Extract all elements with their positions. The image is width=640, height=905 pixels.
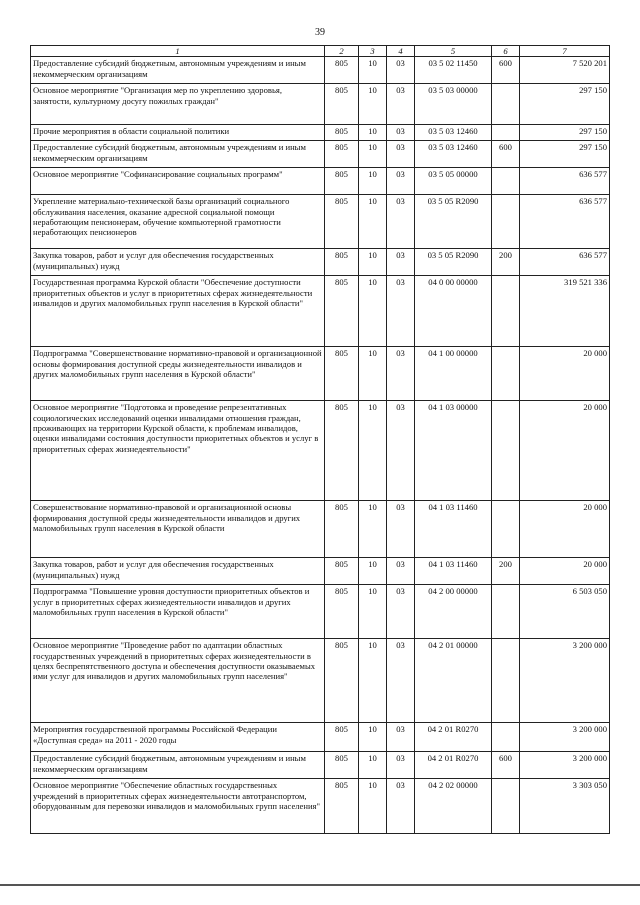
column-header: 3 [359, 46, 387, 57]
row-section-cell: 10 [359, 125, 387, 141]
row-target-code-cell: 04 1 03 11460 [415, 501, 492, 558]
row-subsection-cell: 03 [387, 84, 415, 125]
row-code-cell: 805 [325, 752, 359, 779]
table-row [31, 347, 610, 401]
table-row [31, 723, 610, 752]
row-section-cell: 10 [359, 141, 387, 168]
row-target-code-cell: 03 5 02 11450 [415, 57, 492, 84]
row-expense-type-cell [492, 84, 520, 125]
row-expense-type-cell: 200 [492, 249, 520, 276]
row-subsection-cell: 03 [387, 141, 415, 168]
table-row [31, 125, 610, 141]
row-name-cell: Основное мероприятие "Организация мер по укреплению здоровья, занятости, культурному досугу пожилых граждан" [31, 84, 325, 125]
row-section-cell: 10 [359, 276, 387, 347]
row-name-cell: Предоставление субсидий бюджетным, автономным учреждениям и иным некоммерческим организациям [31, 141, 325, 168]
row-code-cell: 805 [325, 84, 359, 125]
row-name-cell: Основное мероприятие "Подготовка и проведение репрезентативных социологических исследований оценки инвалидами отношения граждан, проживающих на территории Курской области, к проблемам инвалидов, оценки инвалидами состояния доступности приоритетных объектов и услуг в приоритетных сферах жизнедеятельности" [31, 401, 325, 501]
row-target-code-cell: 03 5 05 R2090 [415, 195, 492, 249]
row-expense-type-cell [492, 585, 520, 639]
budget-table [30, 45, 610, 834]
column-header: 1 [31, 46, 325, 57]
row-section-cell: 10 [359, 195, 387, 249]
row-code-cell: 805 [325, 639, 359, 723]
row-code-cell: 805 [325, 347, 359, 401]
row-name-cell: Укрепление материально-технической базы организаций социального обслуживания населения, оказание адресной социальной помощи неработающим пенсионерам, обучение компьютерной грамотности неработающих пенсионеров [31, 195, 325, 249]
row-subsection-cell: 03 [387, 168, 415, 195]
table-row [31, 168, 610, 195]
row-name-cell: Государственная программа Курской области "Обеспечение доступности приоритетных объектов и услуг в приоритетных сферах жизнедеятельности инвалидов и других маломобильных групп населения в Курской области" [31, 276, 325, 347]
row-name-cell: Закупка товаров, работ и услуг для обеспечения государственных (муниципальных) нужд [31, 558, 325, 585]
row-subsection-cell: 03 [387, 249, 415, 276]
row-amount-cell: 636 577 [520, 249, 610, 276]
row-target-code-cell: 04 1 03 11460 [415, 558, 492, 585]
row-subsection-cell: 03 [387, 585, 415, 639]
row-section-cell: 10 [359, 84, 387, 125]
row-section-cell: 10 [359, 558, 387, 585]
row-subsection-cell: 03 [387, 276, 415, 347]
row-expense-type-cell [492, 639, 520, 723]
row-amount-cell: 636 577 [520, 168, 610, 195]
row-amount-cell: 636 577 [520, 195, 610, 249]
row-subsection-cell: 03 [387, 639, 415, 723]
row-target-code-cell: 04 1 03 00000 [415, 401, 492, 501]
row-amount-cell: 20 000 [520, 501, 610, 558]
row-code-cell: 805 [325, 558, 359, 585]
row-name-cell: Подпрограмма "Совершенствование нормативно-правовой и организационной основы формирования доступной среды жизнедеятельности инвалидов и других маломобильных групп населения в Курской области" [31, 347, 325, 401]
column-header: 2 [325, 46, 359, 57]
row-section-cell: 10 [359, 585, 387, 639]
row-target-code-cell: 04 2 00 00000 [415, 585, 492, 639]
row-code-cell: 805 [325, 195, 359, 249]
row-expense-type-cell [492, 723, 520, 752]
row-name-cell: Подпрограмма "Повышение уровня доступности приоритетных объектов и услуг в приоритетных сферах жизнедеятельности инвалидов и других маломобильных групп населения в Курской области" [31, 585, 325, 639]
row-expense-type-cell: 600 [492, 57, 520, 84]
table-row [31, 752, 610, 779]
row-target-code-cell: 04 2 01 R0270 [415, 723, 492, 752]
row-expense-type-cell [492, 195, 520, 249]
table-row [31, 639, 610, 723]
row-target-code-cell: 04 2 01 R0270 [415, 752, 492, 779]
row-expense-type-cell [492, 401, 520, 501]
row-amount-cell: 6 503 050 [520, 585, 610, 639]
row-target-code-cell: 04 2 01 00000 [415, 639, 492, 723]
column-header: 6 [492, 46, 520, 57]
row-section-cell: 10 [359, 168, 387, 195]
table-header-row [31, 46, 610, 57]
row-amount-cell: 20 000 [520, 558, 610, 585]
row-code-cell: 805 [325, 723, 359, 752]
table-row [31, 195, 610, 249]
row-target-code-cell: 03 5 03 12460 [415, 125, 492, 141]
row-target-code-cell: 04 0 00 00000 [415, 276, 492, 347]
row-subsection-cell: 03 [387, 723, 415, 752]
row-code-cell: 805 [325, 501, 359, 558]
row-section-cell: 10 [359, 249, 387, 276]
row-expense-type-cell: 600 [492, 752, 520, 779]
column-header: 7 [520, 46, 610, 57]
table-row [31, 401, 610, 501]
row-subsection-cell: 03 [387, 57, 415, 84]
page-bottom-rule [0, 884, 640, 886]
row-expense-type-cell [492, 125, 520, 141]
row-section-cell: 10 [359, 779, 387, 834]
row-amount-cell: 20 000 [520, 401, 610, 501]
table-row [31, 84, 610, 125]
row-amount-cell: 297 150 [520, 125, 610, 141]
row-section-cell: 10 [359, 639, 387, 723]
row-expense-type-cell [492, 501, 520, 558]
row-code-cell: 805 [325, 779, 359, 834]
row-name-cell: Предоставление субсидий бюджетным, автономным учреждениям и иным некоммерческим организациям [31, 57, 325, 84]
page-number: 39 [315, 27, 325, 38]
row-subsection-cell: 03 [387, 125, 415, 141]
row-amount-cell: 20 000 [520, 347, 610, 401]
row-target-code-cell: 03 5 03 00000 [415, 84, 492, 125]
table-row [31, 141, 610, 168]
table-row [31, 558, 610, 585]
row-code-cell: 805 [325, 276, 359, 347]
row-code-cell: 805 [325, 401, 359, 501]
row-section-cell: 10 [359, 501, 387, 558]
row-expense-type-cell: 200 [492, 558, 520, 585]
row-subsection-cell: 03 [387, 401, 415, 501]
row-name-cell: Мероприятия государственной программы Российской Федерации «Доступная среда» на 2011 - 2020 годы [31, 723, 325, 752]
row-amount-cell: 297 150 [520, 84, 610, 125]
table-row [31, 57, 610, 84]
table-row [31, 501, 610, 558]
row-name-cell: Предоставление субсидий бюджетным, автономным учреждениям и иным некоммерческим организациям [31, 752, 325, 779]
row-target-code-cell: 03 5 05 R2090 [415, 249, 492, 276]
row-section-cell: 10 [359, 347, 387, 401]
row-amount-cell: 319 521 336 [520, 276, 610, 347]
row-code-cell: 805 [325, 125, 359, 141]
row-target-code-cell: 03 5 03 12460 [415, 141, 492, 168]
row-name-cell: Основное мероприятие "Проведение работ по адаптации областных государственных учреждений в приоритетных сферах жизнедеятельности в целях беспрепятственного доступа и обеспечения доступности оказываемых ими услуг для инвалидов и других маломобильных групп населения" [31, 639, 325, 723]
row-name-cell: Основное мероприятие "Софинансирование социальных программ" [31, 168, 325, 195]
row-section-cell: 10 [359, 723, 387, 752]
table-row [31, 585, 610, 639]
row-amount-cell: 3 200 000 [520, 752, 610, 779]
row-code-cell: 805 [325, 57, 359, 84]
table-row [31, 779, 610, 834]
table-row [31, 249, 610, 276]
row-amount-cell: 3 200 000 [520, 639, 610, 723]
row-section-cell: 10 [359, 401, 387, 501]
column-header: 5 [415, 46, 492, 57]
row-amount-cell: 7 520 201 [520, 57, 610, 84]
row-code-cell: 805 [325, 141, 359, 168]
row-subsection-cell: 03 [387, 558, 415, 585]
table-row [31, 276, 610, 347]
row-expense-type-cell: 600 [492, 141, 520, 168]
row-expense-type-cell [492, 168, 520, 195]
column-header: 4 [387, 46, 415, 57]
row-section-cell: 10 [359, 752, 387, 779]
row-expense-type-cell [492, 276, 520, 347]
row-expense-type-cell [492, 347, 520, 401]
row-name-cell: Основное мероприятие "Обеспечение областных государственных учреждений в приоритетных сферах жизнедеятельности автотранспортом, оборудованным для перевозки инвалидов и маломобильных групп населения" [31, 779, 325, 834]
row-amount-cell: 3 200 000 [520, 723, 610, 752]
row-name-cell: Закупка товаров, работ и услуг для обеспечения государственных (муниципальных) нужд [31, 249, 325, 276]
row-amount-cell: 297 150 [520, 141, 610, 168]
row-target-code-cell: 03 5 05 00000 [415, 168, 492, 195]
row-subsection-cell: 03 [387, 501, 415, 558]
row-subsection-cell: 03 [387, 195, 415, 249]
row-name-cell: Совершенствование нормативно-правовой и организационной основы формирования доступной среды жизнедеятельности инвалидов и других маломобильных групп населения в Курской области [31, 501, 325, 558]
row-name-cell: Прочие мероприятия в области социальной политики [31, 125, 325, 141]
row-subsection-cell: 03 [387, 752, 415, 779]
row-target-code-cell: 04 2 02 00000 [415, 779, 492, 834]
row-expense-type-cell [492, 779, 520, 834]
row-code-cell: 805 [325, 168, 359, 195]
row-amount-cell: 3 303 050 [520, 779, 610, 834]
row-code-cell: 805 [325, 585, 359, 639]
row-code-cell: 805 [325, 249, 359, 276]
row-section-cell: 10 [359, 57, 387, 84]
row-subsection-cell: 03 [387, 347, 415, 401]
row-subsection-cell: 03 [387, 779, 415, 834]
row-target-code-cell: 04 1 00 00000 [415, 347, 492, 401]
